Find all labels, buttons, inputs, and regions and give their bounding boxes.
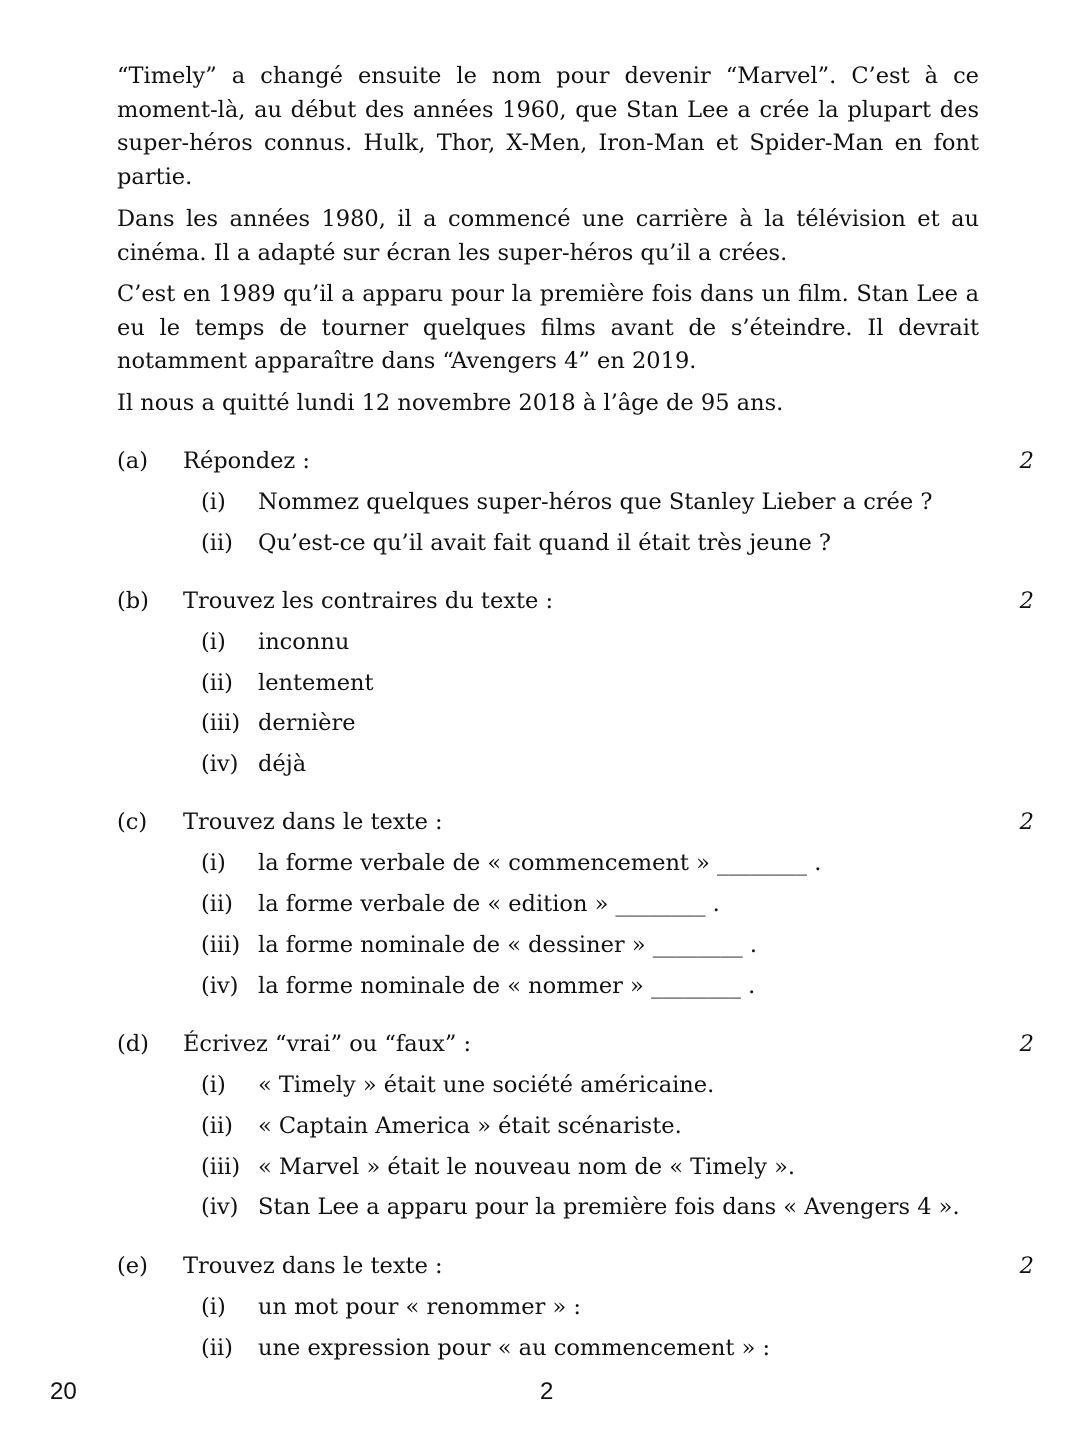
sub-question-text: déjà: [258, 751, 307, 777]
sub-question-text: un mot pour « renommer » :: [258, 1294, 581, 1320]
sub-question-text: la forme verbale de « edition » ________ .: [258, 891, 720, 917]
question-prompt: Répondez :: [183, 448, 311, 474]
sub-question-text: « Timely » était une société américaine.: [258, 1072, 715, 1098]
sub-question-text: la forme nominale de « nommer » ________ .: [258, 973, 756, 999]
passage-paragraph-4: Il nous a quitté lundi 12 novembre 2018 à l’âge de 95 ans.: [117, 390, 784, 416]
question-marks: 2: [1019, 588, 1034, 614]
question-prompt: Écrivez “vrai” ou “faux” :: [183, 1031, 472, 1057]
sub-question-number: (i): [201, 1072, 226, 1098]
sub-question-text: dernière: [258, 710, 356, 736]
sub-question-number: (iv): [201, 973, 239, 999]
sub-question-text: Nommez quelques super-héros que Stanley Lieber a crée ?: [258, 489, 933, 515]
question-marks: 2: [1019, 809, 1034, 835]
question-marks: 2: [1019, 448, 1034, 474]
sub-question-number: (ii): [201, 670, 233, 696]
sub-question-number: (iv): [201, 1194, 239, 1220]
sub-question-number: (ii): [201, 1335, 233, 1361]
sub-question-text: « Captain America » était scénariste.: [258, 1113, 682, 1139]
sub-question-text: la forme verbale de « commencement » ________ .: [258, 850, 822, 876]
sub-question-text: une expression pour « au commencement » :: [258, 1335, 771, 1361]
question-letter: (c): [117, 809, 148, 835]
question-letter: (d): [117, 1031, 149, 1057]
question-marks: 2: [1019, 1031, 1034, 1057]
paper-code: 20: [50, 1378, 77, 1405]
passage-paragraph-2: Dans les années 1980, il a commencé une carrière à la télévision et au cinéma. Il a adapté sur écran les super-héros qu’il a crées.: [117, 206, 979, 266]
page-number: 2: [540, 1378, 554, 1405]
passage-paragraph-1: “Timely” a changé ensuite le nom pour devenir “Marvel”. C’est à ce moment-là, au début des années 1960, que Stan Lee a crée la plupart des super-héros connus. Hulk, Thor, X-Men, Iron-Man et Spider-Man en font partie.: [117, 63, 979, 190]
question-letter: (b): [117, 588, 149, 614]
sub-question-number: (i): [201, 489, 226, 515]
sub-question-number: (iii): [201, 710, 241, 736]
sub-question-number: (ii): [201, 891, 233, 917]
question-marks: 2: [1019, 1253, 1034, 1279]
question-prompt: Trouvez dans le texte :: [183, 809, 443, 835]
sub-question-text: inconnu: [258, 629, 350, 655]
question-letter: (e): [117, 1253, 148, 1279]
sub-question-number: (iii): [201, 1154, 241, 1180]
sub-question-number: (ii): [201, 1113, 233, 1139]
sub-question-text: la forme nominale de « dessiner » ________ .: [258, 932, 758, 958]
sub-question-number: (iv): [201, 751, 239, 777]
sub-question-number: (i): [201, 850, 226, 876]
sub-question-number: (ii): [201, 530, 233, 556]
question-prompt: Trouvez dans le texte :: [183, 1253, 443, 1279]
sub-question-text: Qu’est-ce qu’il avait fait quand il était très jeune ?: [258, 530, 831, 556]
question-prompt: Trouvez les contraires du texte :: [183, 588, 554, 614]
sub-question-number: (i): [201, 1294, 226, 1320]
sub-question-text: lentement: [258, 670, 374, 696]
sub-question-number: (i): [201, 629, 226, 655]
sub-question-number: (iii): [201, 932, 241, 958]
sub-question-text: « Marvel » était le nouveau nom de « Timely ».: [258, 1154, 796, 1180]
sub-question-text: Stan Lee a apparu pour la première fois dans « Avengers 4 ».: [258, 1194, 960, 1220]
passage-paragraph-3: C’est en 1989 qu’il a apparu pour la première fois dans un film. Stan Lee a eu le temps de tourner quelques films avant de s’éteindre. Il devrait notamment apparaître dans “Avengers 4” en 2019.: [117, 281, 979, 374]
question-letter: (a): [117, 448, 148, 474]
